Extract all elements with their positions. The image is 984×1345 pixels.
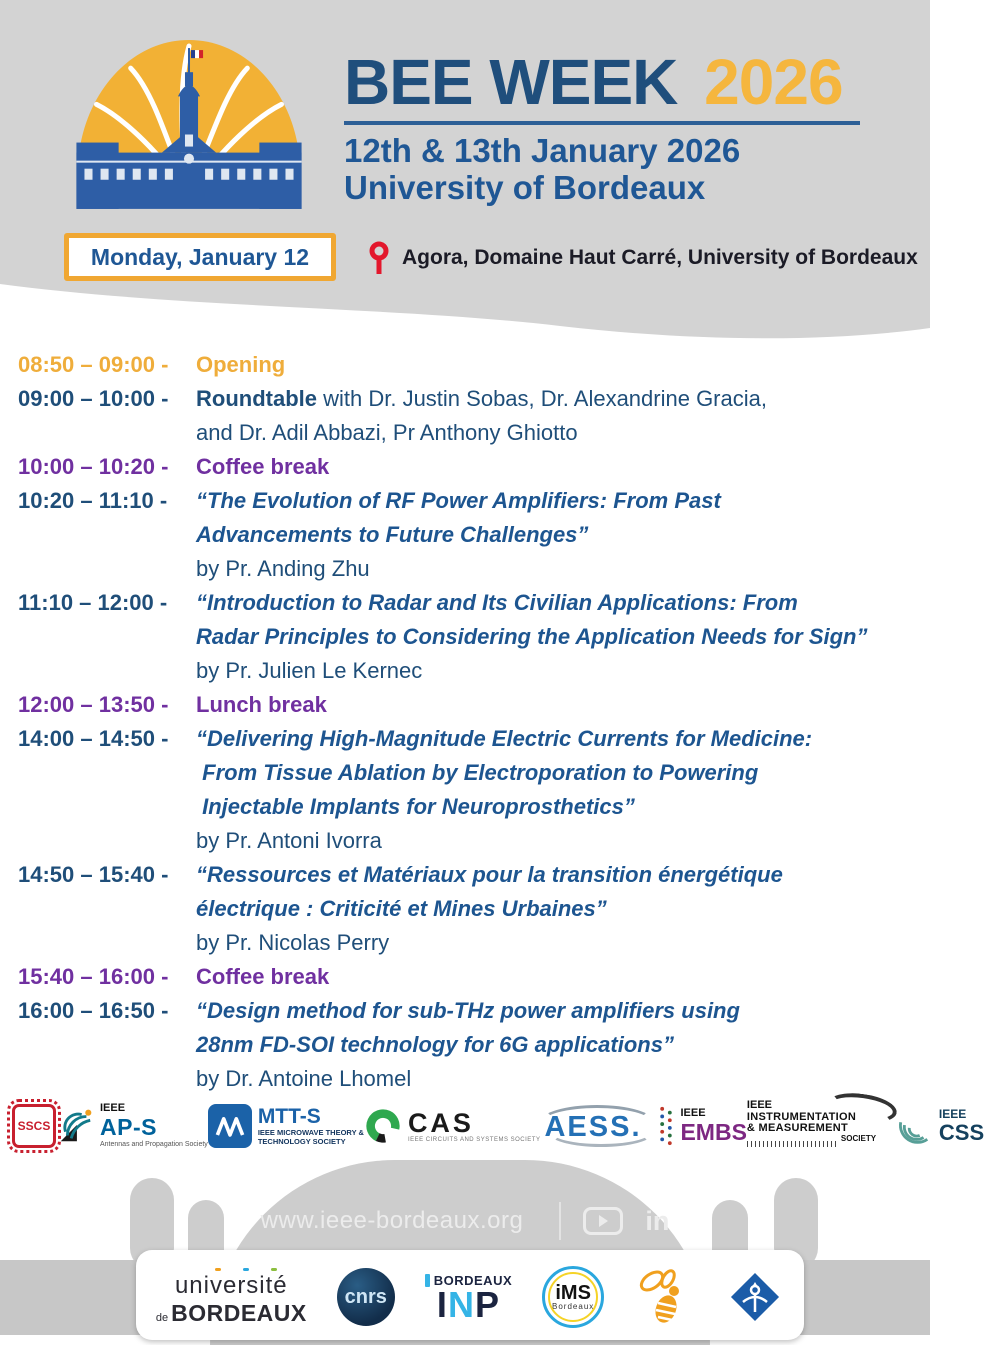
event-line: “Introduction to Radar and Its Civilian Applications: From: [196, 590, 798, 615]
beeweek-sun-building-logo: [58, 34, 320, 230]
event-line: Advancements to Future Challenges”: [196, 522, 589, 547]
ims-sub: Bordeaux: [552, 1301, 595, 1311]
ubx-line1: université: [174, 1271, 288, 1299]
bee-mascot-icon: [634, 1267, 696, 1327]
inp-accent-bar: [425, 1274, 430, 1287]
location-pin-icon: [368, 241, 390, 275]
divider: [559, 1202, 561, 1240]
event-line: “Delivering High-Magnitude Electric Currents for Medicine:: [196, 726, 813, 751]
sponsor-logo-sscs: [12, 1104, 56, 1148]
header: [0, 0, 930, 282]
event-line-text: with Dr. Justin Sobas, Dr. Alexandrine Gracia,: [317, 386, 767, 411]
css-label: CSS: [938, 1119, 984, 1145]
event-content: [196, 382, 920, 450]
embs-dna-icon: [658, 1105, 674, 1147]
event-content: [196, 450, 920, 484]
subtitle-dates: 12th & 13th January 2026: [344, 132, 741, 169]
event-time: 09:00 – 10:00 -: [18, 386, 169, 411]
aps-text: [100, 1103, 208, 1148]
sponsor-logo-aps: [56, 1103, 208, 1148]
css-text: [939, 1108, 984, 1144]
ims-circle: [542, 1266, 604, 1328]
partners-card: [136, 1250, 804, 1340]
event-content: [196, 960, 920, 994]
title-year: 2026: [704, 46, 843, 118]
event-line: électrique : Criticité et Mines Urbaines”: [196, 896, 607, 921]
cas-text: [408, 1109, 541, 1144]
css-ieee: IEEE: [938, 1107, 967, 1122]
sponsor-logos-row: [0, 1096, 984, 1156]
event-line: Injectable Implants for Neuroprosthetics”: [196, 794, 635, 819]
im-line1: INSTRUMENTATION: [746, 1110, 857, 1123]
schedule-event: [18, 484, 920, 586]
title-main: BEE WEEK: [344, 46, 678, 118]
event-line: and Dr. Adil Abbazi, Pr Anthony Ghiotto: [196, 420, 578, 445]
schedule-event: [18, 722, 920, 858]
inp-inp: [436, 1283, 500, 1325]
event-content: [196, 688, 920, 722]
aess-swoosh-bottom: [548, 1117, 654, 1147]
event-time: 14:00 – 14:50 -: [18, 726, 169, 751]
event-lead: Roundtable: [196, 386, 317, 411]
aess-logo: [540, 1103, 658, 1149]
mtts-tagline1: IEEE MICROWAVE THEORY &: [257, 1128, 364, 1138]
im-ticks-row: [747, 1135, 895, 1152]
event-time: 12:00 – 13:50 -: [18, 692, 169, 717]
youtube-play-glyph: [599, 1215, 608, 1227]
event-line: by Pr. Antoni Ivorra: [196, 828, 382, 853]
cas-label: CAS: [407, 1107, 474, 1138]
ubx-line2: [156, 1300, 307, 1327]
event-content: [196, 994, 920, 1096]
event-content: [196, 722, 920, 858]
event-content: [196, 484, 920, 586]
event-time: 10:20 – 11:10 -: [18, 488, 168, 513]
event-line: Coffee break: [196, 964, 330, 989]
event-line: by Pr. Anding Zhu: [196, 556, 370, 581]
day-badge: Monday, January 12: [64, 233, 336, 281]
ims-label: iMS: [555, 1281, 591, 1304]
location-text: Agora, Domaine Haut Carré, University of Bordeaux: [402, 246, 918, 269]
title-block: [344, 48, 860, 206]
event-line: “Design method for sub-THz power amplifiers using: [196, 998, 740, 1023]
sponsor-logo-embs: [658, 1105, 746, 1147]
sscs-chip-icon: [12, 1104, 56, 1148]
aess-label: AESS.: [544, 1111, 642, 1143]
subtitle-university: University of Bordeaux: [344, 169, 706, 206]
event-line: 28nm FD-SOI technology for 6G applications”: [196, 1032, 674, 1057]
event-line: by Pr. Nicolas Perry: [196, 930, 390, 955]
schedule-event: [18, 450, 920, 484]
event-line: Radar Principles to Considering the Application Needs for Sign”: [196, 624, 868, 649]
partner-logo-ieee: [726, 1268, 784, 1326]
cnrs-circle: [337, 1268, 395, 1326]
inp-bordeaux: BORDEAUX: [433, 1272, 513, 1288]
footer: [0, 1156, 930, 1335]
event-line: “Ressources et Matériaux pour la transition énergétique: [196, 862, 783, 887]
youtube-icon[interactable]: [583, 1207, 623, 1235]
accent-mark: [271, 1268, 277, 1271]
embs-label: EMBS: [680, 1118, 747, 1145]
website-link[interactable]: www.ieee-bordeaux.org: [260, 1207, 524, 1234]
linkedin-icon[interactable]: in: [645, 1205, 670, 1236]
partner-logo-ubx: [156, 1268, 307, 1327]
event-line: by Dr. Antoine Lhomel: [196, 1066, 412, 1091]
accent-mark: [243, 1268, 249, 1271]
schedule-list: [0, 340, 930, 1096]
event-content: [196, 348, 920, 382]
schedule-event: [18, 960, 920, 994]
partner-logo-cnrs: [337, 1268, 395, 1326]
aps-label: AP-S: [100, 1114, 157, 1141]
im-ieee: IEEE: [746, 1099, 772, 1112]
location-row: [368, 241, 918, 275]
header-wave: [0, 282, 930, 340]
im-logo: [747, 1100, 895, 1151]
ubx-accent-marks: [215, 1268, 277, 1271]
ubx-bordeaux: BORDEAUX: [171, 1299, 307, 1326]
aps-waves-icon: [56, 1107, 94, 1145]
schedule-event: [18, 688, 920, 722]
schedule-event: [18, 382, 920, 450]
sponsor-logo-mtts: [208, 1104, 364, 1148]
aps-ieee: IEEE: [100, 1102, 126, 1115]
sponsor-logo-im: [747, 1100, 895, 1151]
embs-ieee: IEEE: [680, 1107, 706, 1120]
sscs-label: SSCS: [17, 1119, 51, 1133]
ubx-de: de: [155, 1311, 169, 1324]
partner-logo-inp: [425, 1272, 513, 1325]
accent-mark: [215, 1268, 221, 1271]
im-line2: & MEASUREMENT: [746, 1122, 848, 1135]
event-line: Opening: [196, 352, 286, 377]
schedule-event: [18, 348, 920, 382]
title-underline: [344, 121, 860, 125]
event-time: 10:00 – 10:20 -: [18, 454, 169, 479]
page-title: [344, 48, 860, 116]
partner-logo-ims: [542, 1266, 604, 1328]
partner-logo-bee: [634, 1267, 696, 1327]
css-shell-icon: [895, 1107, 933, 1145]
mtts-label: MTT-S: [257, 1105, 321, 1129]
event-line: “The Evolution of RF Power Amplifiers: From Past: [196, 488, 721, 513]
cas-c-icon: [364, 1107, 402, 1145]
mtts-m-glyph: [212, 1111, 248, 1141]
event-time: 11:10 – 12:00 -: [18, 590, 168, 615]
social-row: [0, 1202, 930, 1240]
partner-logos-row: [136, 1250, 804, 1340]
event-time: 14:50 – 15:40 -: [18, 862, 169, 887]
inp-i: I: [436, 1283, 448, 1325]
inp-n: N: [447, 1283, 475, 1325]
event-content: [196, 858, 920, 960]
sponsor-logo-cas: [364, 1107, 541, 1145]
event-time: 16:00 – 16:50 -: [18, 998, 169, 1023]
event-time: 15:40 – 16:00 -: [18, 964, 169, 989]
event-line: Lunch break: [196, 692, 327, 717]
inp-p: P: [474, 1283, 500, 1325]
im-ruler-ticks: [747, 1141, 837, 1147]
mtts-tile-icon: [208, 1104, 252, 1148]
schedule-event: [18, 858, 920, 960]
schedule-event: [18, 994, 920, 1096]
sponsor-logo-css: [895, 1107, 984, 1145]
mtts-tagline2: TECHNOLOGY SOCIETY: [257, 1137, 346, 1147]
mtts-text: [258, 1106, 364, 1146]
event-line: [196, 382, 920, 416]
event-time: 08:50 – 09:00 -: [18, 352, 169, 377]
event-content: [196, 586, 920, 688]
im-line3: SOCIETY: [840, 1133, 877, 1143]
embs-text: [680, 1108, 746, 1144]
event-line: Coffee break: [196, 454, 330, 479]
event-line: by Pr. Julien Le Kernec: [196, 658, 423, 683]
cas-tagline: IEEE CIRCUITS AND SYSTEMS SOCIETY: [407, 1137, 541, 1144]
cnrs-label: cnrs: [344, 1285, 387, 1308]
ieee-diamond-icon: [726, 1268, 784, 1326]
schedule-event: [18, 586, 920, 688]
aps-tagline: Antennas and Propagation Society: [100, 1141, 208, 1149]
event-line: From Tissue Ablation by Electroporation to Powering: [196, 760, 759, 785]
sponsor-logo-aess: [540, 1103, 658, 1149]
